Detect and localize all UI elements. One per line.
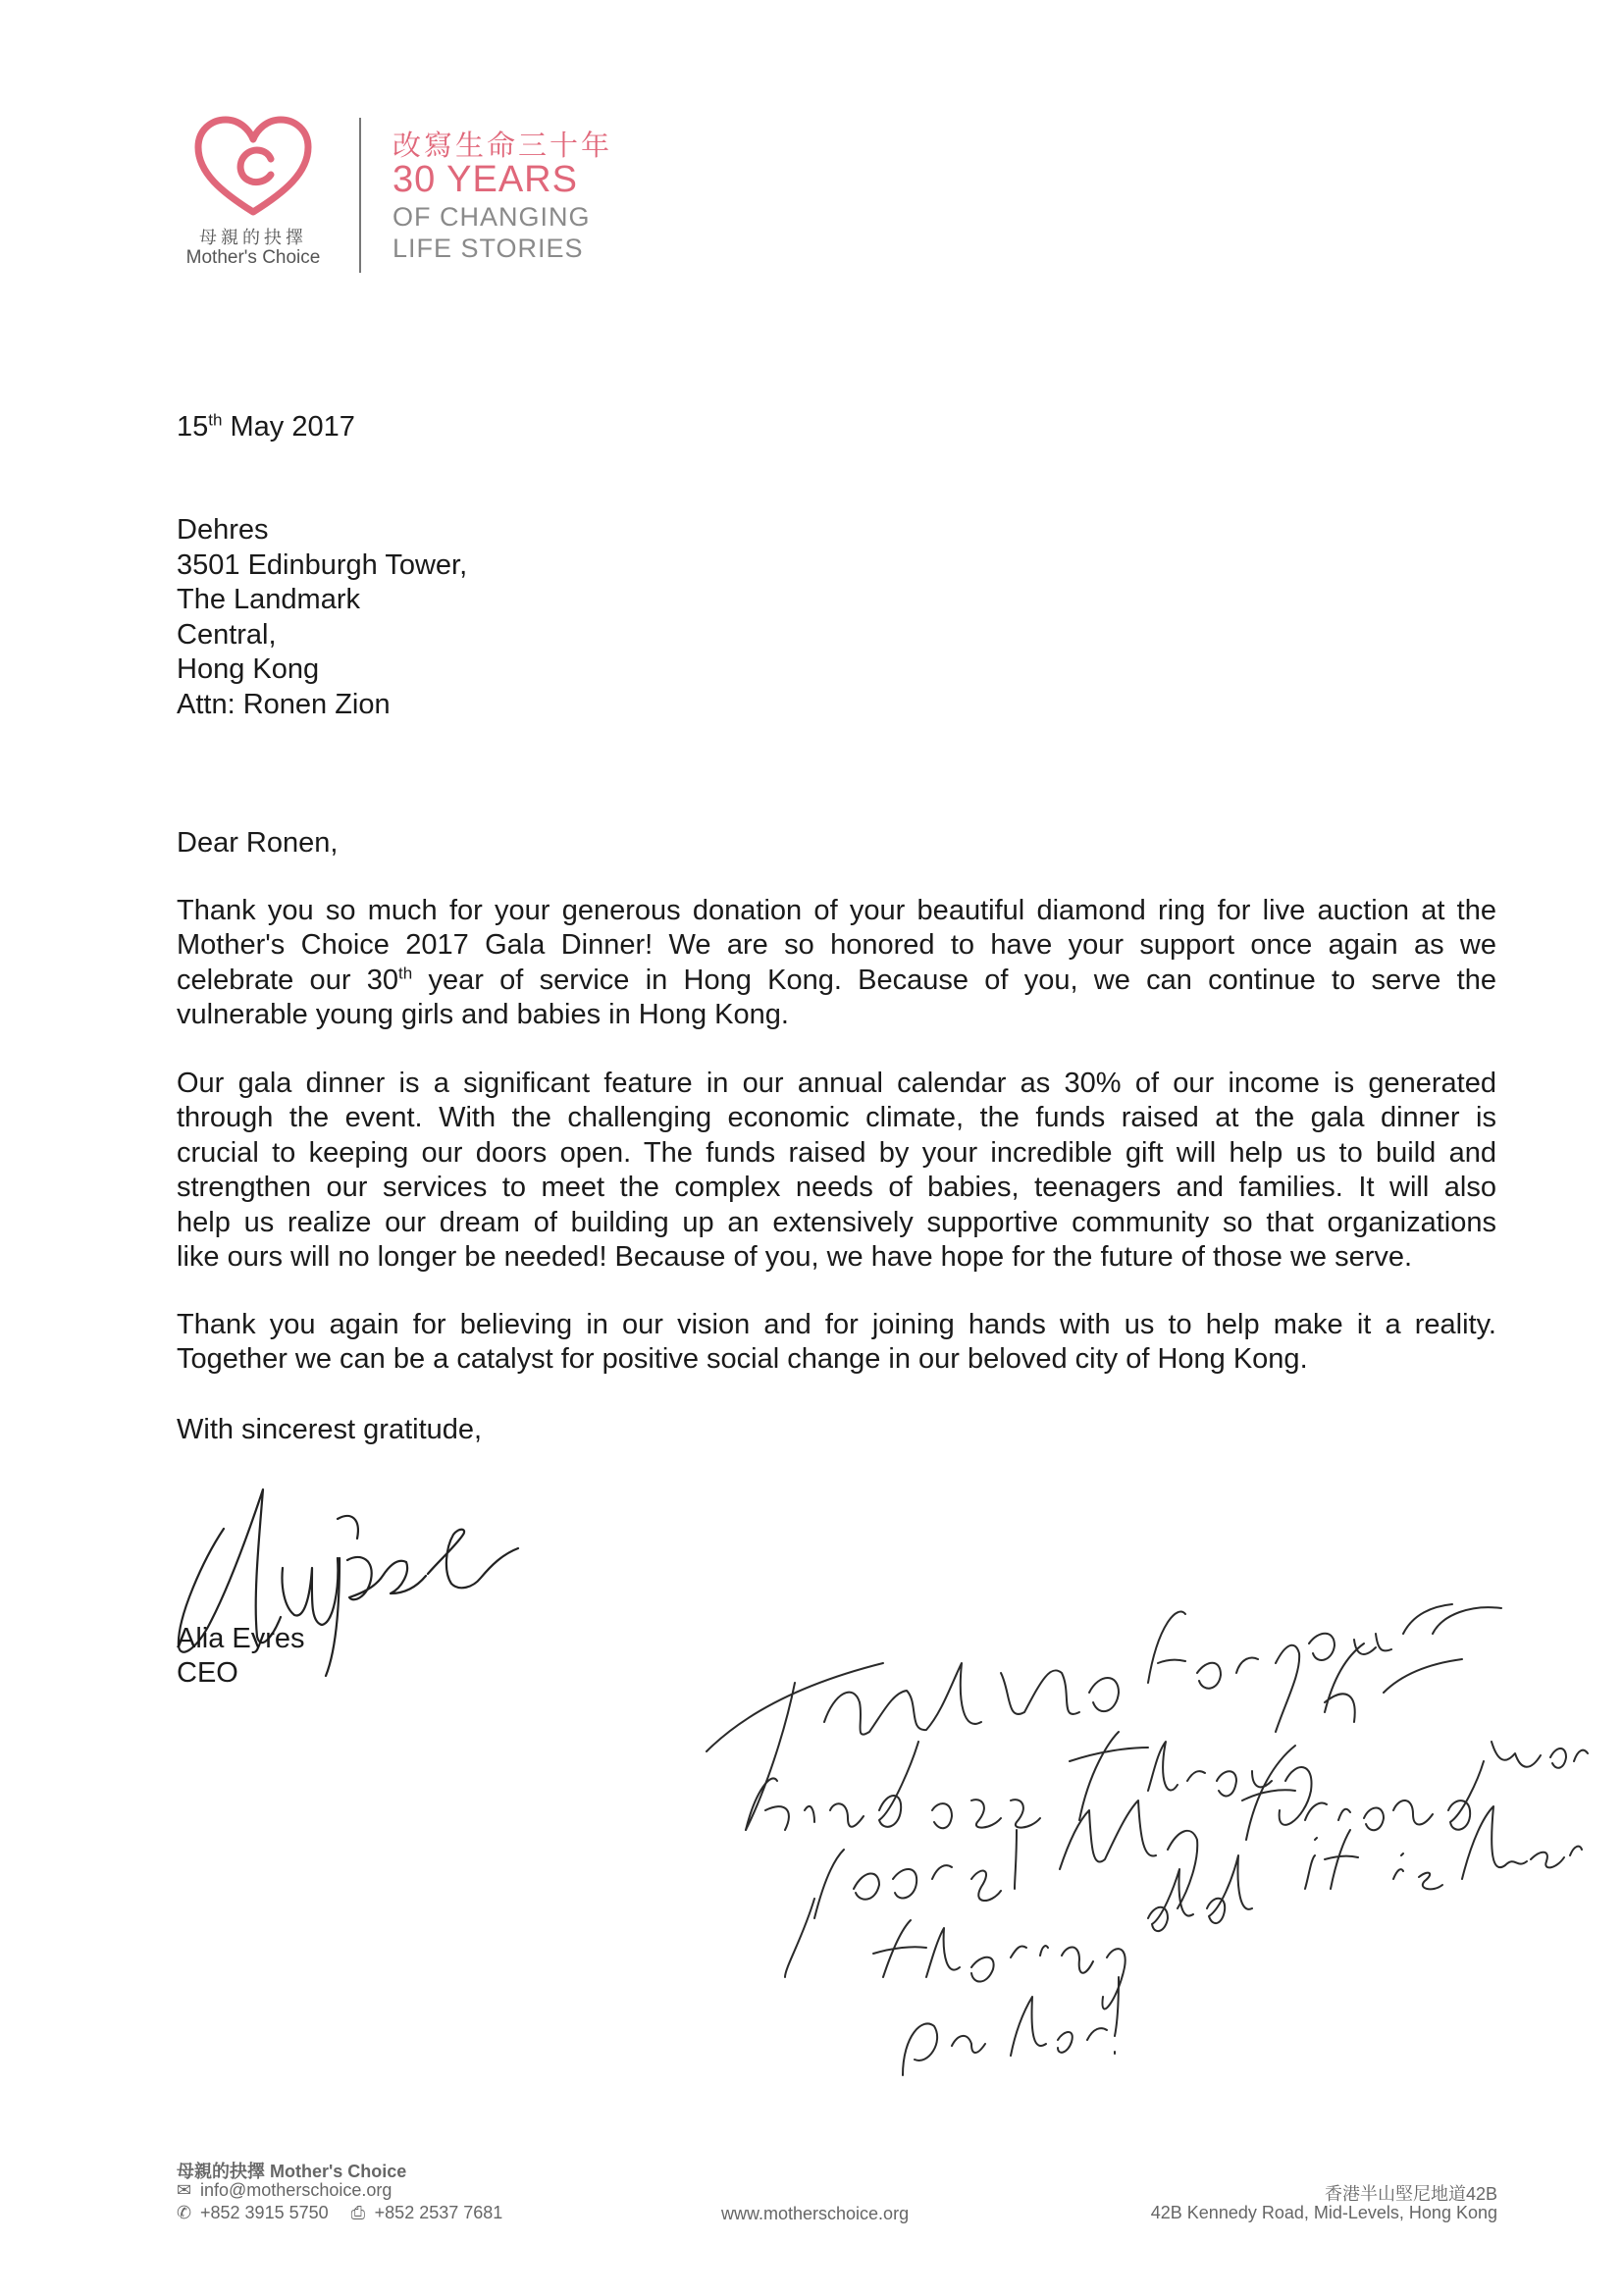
paragraph-line: Our gala dinner is a significant feature in our annual calendar as 30% of our income is generated [177, 1068, 1496, 1099]
footer-email [177, 2180, 392, 2201]
signer-title: CEO [177, 1657, 238, 1689]
body-paragraph-1 [177, 894, 1496, 1033]
address-line: The Landmark [177, 584, 360, 615]
paragraph-line: Thank you so much for your generous donation of your beautiful diamond ring for live auction at the [177, 895, 1496, 926]
closing: With sincerest gratitude, [177, 1414, 483, 1445]
footer-address-chinese: 香港半山堅尼地道42B [1324, 2184, 1497, 2204]
footer-phone-text: +852 3915 5750 [200, 2203, 329, 2222]
address-line: 3501 Edinburgh Tower, [177, 548, 468, 581]
address-line: Hong Kong [177, 653, 320, 685]
footer-email-text[interactable]: info@motherschoice.org [200, 2180, 393, 2200]
body-paragraph-3 [177, 1308, 1496, 1378]
line-part: year of service in Hong Kong. Because of you, we can continue to serve the [412, 964, 1496, 996]
address-line: Attn: Ronen Zion [177, 688, 391, 720]
address-line: Dehres [177, 514, 269, 546]
logo-chinese-name: 母親的抉擇 [199, 228, 307, 247]
footer-contact-numbers [177, 2203, 502, 2223]
signer-name: Alia Eyres [177, 1623, 305, 1654]
date-month-year: May 2017 [222, 411, 355, 443]
header-divider [359, 118, 361, 273]
date-day: 15 [177, 411, 209, 443]
paragraph-line: through the event. With the challenging economic climate, the funds raised at the gala dinner is [177, 1102, 1496, 1134]
footer-website[interactable]: www.motherschoice.org [721, 2204, 910, 2223]
mothers-choice-heart-logo [192, 116, 314, 218]
recipient-address [177, 513, 467, 722]
paragraph-line: Thank you again for believing in our vision and for joining hands with us to help make it a reality. [177, 1309, 1496, 1340]
envelope-icon: ✉ [177, 2180, 192, 2200]
letter-date [177, 410, 355, 444]
date-suffix: th [208, 410, 223, 430]
footer-organization: 母親的抉擇 Mother's Choice [177, 2162, 407, 2181]
paragraph-line: crucial to keeping our doors open. The funds raised by your incredible gift will help us to build and [177, 1136, 1496, 1169]
paragraph-line: help us realize our dream of building up an extensively supportive community so that organizations [177, 1206, 1496, 1238]
line-part: celebrate our 30 [177, 964, 398, 996]
fax-icon: ⎙ [350, 2203, 366, 2222]
paragraph-line: like ours will no longer be needed! Because of you, we have hope for the future of those we serve. [177, 1241, 1413, 1274]
phone-icon: ✆ [177, 2203, 192, 2222]
body-paragraph-2 [177, 1067, 1496, 1275]
handwritten-note [687, 1565, 1590, 2095]
paragraph-line [177, 964, 1496, 998]
salutation: Dear Ronen, [177, 827, 339, 859]
paragraph-line: vulnerable young girls and babies in Hong Kong. [177, 999, 789, 1031]
tagline-years: 30 YEARS [393, 159, 578, 200]
ordinal-suffix: th [398, 964, 413, 983]
paragraph-line: Mother's Choice 2017 Gala Dinner! We are so honored to have your support once again as we [177, 929, 1496, 962]
tagline-chinese: 改寫生命三十年 [393, 130, 613, 162]
tagline-line-2: LIFE STORIES [393, 234, 584, 263]
address-line: Central, [177, 618, 277, 651]
footer-fax-text: +852 2537 7681 [374, 2203, 503, 2222]
tagline-line-1: OF CHANGING [393, 202, 591, 232]
paragraph-line: strengthen our services to meet the complex needs of babies, teenagers and families. It will also [177, 1172, 1496, 1204]
footer-address-english: 42B Kennedy Road, Mid-Levels, Hong Kong [1150, 2203, 1497, 2222]
paragraph-line: Together we can be a catalyst for positive social change in our beloved city of Hong Kong. [177, 1343, 1308, 1376]
logo-english-name: Mother's Choice [185, 247, 321, 268]
